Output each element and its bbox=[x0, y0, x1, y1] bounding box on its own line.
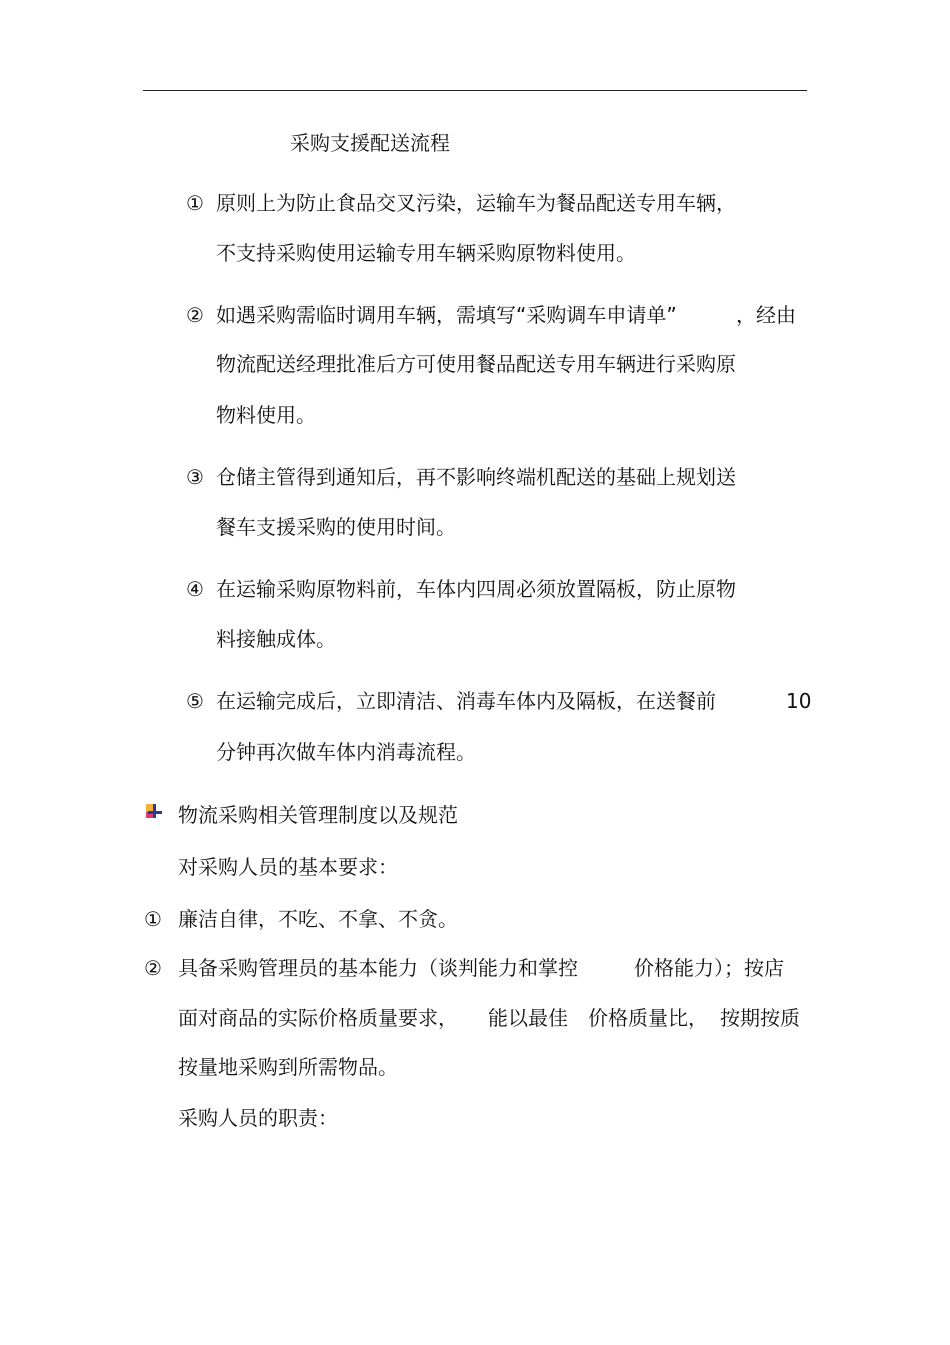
req-text: 按量地采购到所需物品。 bbox=[178, 1055, 398, 1079]
item-marker: ② bbox=[186, 303, 204, 327]
subheading: 对采购人员的基本要求： bbox=[178, 855, 398, 879]
req-marker: ② bbox=[144, 956, 162, 980]
item-text-line: 物料使用。 bbox=[216, 403, 316, 427]
item-marker: ① bbox=[186, 191, 204, 215]
item-text-line: 物流配送经理批准后方可使用餐品配送专用车辆进行采购原 bbox=[216, 352, 736, 376]
duty-heading: 采购人员的职责： bbox=[178, 1106, 338, 1130]
item-text-line: 分钟再次做车体内消毒流程。 bbox=[216, 740, 476, 764]
section-heading: 物流采购相关管理制度以及规范 bbox=[178, 803, 458, 827]
req-marker: ① bbox=[144, 907, 162, 931]
page-title: 采购支援配送流程 bbox=[290, 131, 450, 155]
req-text: 能以最佳 bbox=[488, 1006, 568, 1030]
item-text-line: 如遇采购需临时调用车辆，需填写“采购调车申请单” bbox=[216, 303, 677, 327]
item-text-line: 仓储主管得到通知后，再不影响终端机配送的基础上规划送 bbox=[216, 465, 736, 489]
item-text-line: 原则上为防止食品交叉污染，运输车为餐品配送专用车辆， bbox=[216, 191, 736, 215]
item-marker: ③ bbox=[186, 465, 204, 489]
req-text: 廉洁自律，不吃、不拿、不贪。 bbox=[178, 907, 458, 931]
item-text-tail: ，经由 bbox=[736, 303, 796, 327]
item-text-line: 料接触成体。 bbox=[216, 627, 336, 651]
item-text-line: 在运输完成后，立即清洁、消毒车体内及隔板，在送餐前 bbox=[216, 689, 716, 713]
header-rule bbox=[143, 90, 807, 91]
req-text: 面对商品的实际价格质量要求， bbox=[178, 1006, 458, 1030]
item-text-line: 不支持采购使用运输专用车辆采购原物料使用。 bbox=[216, 241, 636, 265]
req-text: 价格质量比， bbox=[588, 1006, 708, 1030]
bullet-icon bbox=[144, 802, 164, 822]
req-text: 价格能力）；按店 bbox=[634, 956, 784, 980]
item-marker: ④ bbox=[186, 577, 204, 601]
item-text-tail: 10 bbox=[786, 689, 812, 713]
req-text: 具备采购管理员的基本能力（谈判能力和掌控 bbox=[178, 956, 578, 980]
req-text: 按期按质 bbox=[720, 1006, 800, 1030]
item-text-line: 餐车支援采购的使用时间。 bbox=[216, 515, 456, 539]
item-marker: ⑤ bbox=[186, 689, 204, 713]
item-text-line: 在运输采购原物料前，车体内四周必须放置隔板，防止原物 bbox=[216, 577, 736, 601]
